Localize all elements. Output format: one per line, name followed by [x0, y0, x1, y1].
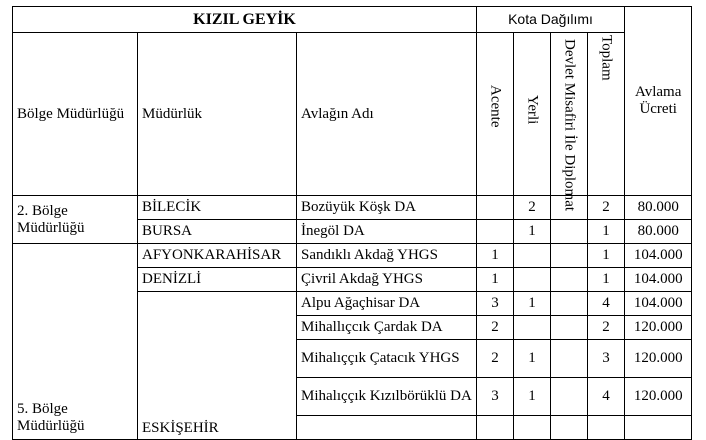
ucret-cell: 104.000 — [625, 292, 692, 316]
ucret-cell: 120.000 — [625, 340, 692, 378]
ucret-cell-empty — [625, 416, 692, 440]
acente-cell-empty — [477, 416, 514, 440]
devlet-cell — [551, 316, 588, 340]
table-row — [13, 196, 692, 220]
toplam-cell: 1 — [588, 268, 625, 292]
yerli-cell — [514, 268, 551, 292]
devlet-cell — [551, 292, 588, 316]
header-acente-cell — [477, 33, 514, 196]
eskisehir-label: ESKİŞEHİR — [142, 420, 219, 436]
avlak-cell: Mihalıççık Kızılbörüklü DA — [297, 378, 477, 416]
ucret-cell: 104.000 — [625, 268, 692, 292]
devlet-cell — [551, 378, 588, 416]
toplam-cell: 1 — [588, 244, 625, 268]
bolge-2-cell: 2. Bölge Müdürlüğü — [13, 196, 138, 244]
mudurluk-cell: DENİZLİ — [138, 268, 297, 292]
avlak-cell: Mihallıçcık Çardak DA — [297, 316, 477, 340]
kota-dagilimi-header: Kota Dağılımı — [477, 7, 625, 33]
avlak-cell: Sandıklı Akdağ YHGS — [297, 244, 477, 268]
toplam-cell-empty — [588, 416, 625, 440]
toplam-cell: 4 — [588, 378, 625, 416]
toplam-cell: 2 — [588, 196, 625, 220]
yerli-cell: 2 — [514, 196, 551, 220]
eskisehir-cell — [138, 292, 297, 440]
hunting-quota-table-container — [12, 6, 692, 440]
ucret-cell: 120.000 — [625, 378, 692, 416]
header-mudurluk: Müdürlük — [138, 33, 297, 196]
header-devlet-cell — [551, 33, 588, 212]
bolge-5-label: 5. Bölge Müdürlüğü — [17, 401, 85, 434]
avlak-cell: Mihalıççık Çatacık YHGS — [297, 340, 477, 378]
acente-cell: 1 — [477, 268, 514, 292]
toplam-cell: 4 — [588, 292, 625, 316]
acente-cell: 2 — [477, 316, 514, 340]
acente-cell: 3 — [477, 378, 514, 416]
header-bolge-mudurlugu: Bölge Müdürlüğü — [13, 33, 138, 196]
ucret-cell: 120.000 — [625, 316, 692, 340]
header-avlagin-adi: Avlağın Adı — [297, 33, 477, 196]
acente-cell — [477, 196, 514, 220]
kizil-geyik-quota-table — [12, 6, 692, 440]
avlak-cell: Bozüyük Köşk DA — [297, 196, 477, 220]
acente-cell: 2 — [477, 340, 514, 378]
acente-cell: 1 — [477, 244, 514, 268]
ucret-cell: 80.000 — [625, 220, 692, 244]
toplam-cell: 1 — [588, 220, 625, 244]
mudurluk-cell: AFYONKARAHİSAR — [138, 244, 297, 268]
acente-cell — [477, 220, 514, 244]
devlet-cell-empty — [551, 416, 588, 440]
ucret-cell: 104.000 — [625, 244, 692, 268]
yerli-cell — [514, 316, 551, 340]
devlet-cell — [551, 268, 588, 292]
toplam-cell: 3 — [588, 340, 625, 378]
avlak-cell: Çivril Akdağ YHGS — [297, 268, 477, 292]
header-acente: Acente — [487, 85, 504, 128]
table-title: KIZIL GEYİK — [13, 7, 477, 33]
header-avlama-ucreti: Avlama Ücreti — [625, 7, 692, 196]
yerli-cell: 1 — [514, 220, 551, 244]
header-devlet-misafiri: Devlet Misafiri İle Diplomat — [561, 39, 578, 212]
devlet-cell — [551, 244, 588, 268]
avlak-cell: Alpu Ağaçhisar DA — [297, 292, 477, 316]
mudurluk-cell: BURSA — [138, 220, 297, 244]
avlak-cell: İnegöl DA — [297, 220, 477, 244]
yerli-cell-empty — [514, 416, 551, 440]
avlak-cell-empty — [297, 416, 477, 440]
header-toplam: Toplam — [598, 35, 615, 81]
ucret-cell: 80.000 — [625, 196, 692, 220]
bolge-5-cell — [13, 244, 138, 440]
devlet-cell — [551, 340, 588, 378]
mudurluk-cell: BİLECİK — [138, 196, 297, 220]
toplam-cell: 2 — [588, 316, 625, 340]
yerli-cell: 1 — [514, 292, 551, 316]
yerli-cell: 1 — [514, 340, 551, 378]
header-yerli: Yerli — [524, 95, 541, 125]
header-yerli-cell — [514, 33, 551, 196]
yerli-cell — [514, 244, 551, 268]
acente-cell: 3 — [477, 292, 514, 316]
devlet-cell — [551, 220, 588, 244]
header-toplam-cell — [588, 33, 625, 196]
yerli-cell: 1 — [514, 378, 551, 416]
table-row — [13, 244, 692, 268]
